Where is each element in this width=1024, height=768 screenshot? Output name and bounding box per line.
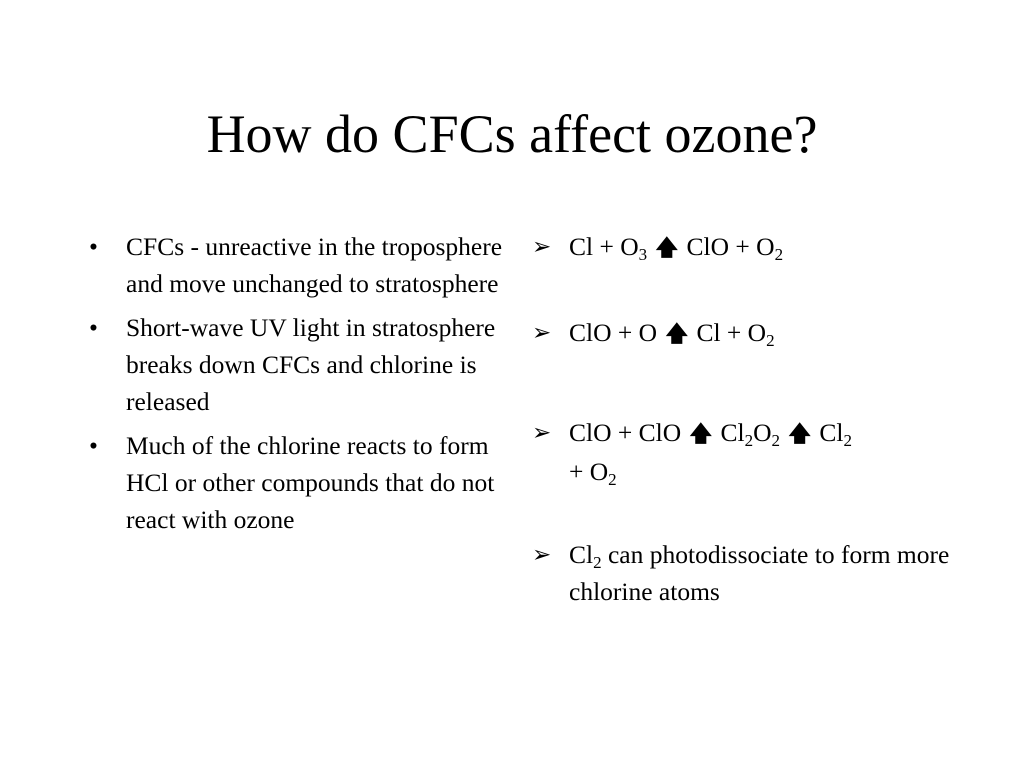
reaction-text: + O xyxy=(569,457,609,486)
reaction-text: Cl xyxy=(720,418,745,447)
reaction-text: ClO + O xyxy=(569,318,658,347)
subscript: 2 xyxy=(843,431,853,450)
arrow-bullet-icon: ➢ xyxy=(532,542,552,567)
up-arrow-icon: 🡅 xyxy=(665,322,689,347)
arrow-bullet-icon: ➢ xyxy=(532,320,552,345)
subscript: 2 xyxy=(766,331,775,350)
subscript: 2 xyxy=(744,431,754,450)
subscript: 3 xyxy=(638,245,648,264)
list-item xyxy=(84,309,504,420)
bullet-icon: • xyxy=(89,313,98,342)
arrow-bullet-icon: ➢ xyxy=(532,420,552,445)
reaction-text: Cl + O xyxy=(696,318,767,347)
reaction-text: ClO + O xyxy=(686,232,775,261)
reaction-text: Cl + O xyxy=(569,232,639,261)
bullet-text: CFCs - unreactive in the troposphere and move unchanged to stratosphere xyxy=(126,232,503,298)
reaction-item xyxy=(532,536,979,610)
subscript: 2 xyxy=(593,553,602,572)
reaction-text: ClO + ClO xyxy=(569,418,682,447)
subscript: 2 xyxy=(608,470,617,489)
reaction-text: Cl xyxy=(569,540,594,569)
bullet-text: Much of the chlorine reacts to form HCl or other compounds that do not react with ozone xyxy=(126,431,495,534)
subscript: 2 xyxy=(774,245,784,264)
list-item xyxy=(84,427,504,538)
reaction-item xyxy=(532,314,979,353)
up-arrow-icon: 🡅 xyxy=(689,422,713,447)
slide-title: How do CFCs affect ozone? xyxy=(206,104,818,164)
subscript: 2 xyxy=(771,431,781,450)
list-item xyxy=(84,228,504,302)
up-arrow-icon: 🡅 xyxy=(788,422,812,447)
left-bullet-list xyxy=(84,228,504,545)
reaction-text: O xyxy=(753,418,772,447)
reaction-item xyxy=(532,414,979,490)
arrow-bullet-icon: ➢ xyxy=(532,234,552,259)
bullet-text: Short-wave UV light in stratosphere breaks down CFCs and chlorine is released xyxy=(126,313,496,416)
reaction-item xyxy=(532,228,979,267)
up-arrow-icon: 🡅 xyxy=(655,236,679,261)
reaction-text: can photodissociate to form more chlorine atoms xyxy=(569,540,950,606)
bullet-icon: • xyxy=(89,232,98,261)
reaction-text: Cl xyxy=(819,418,844,447)
bullet-icon: • xyxy=(89,431,98,460)
